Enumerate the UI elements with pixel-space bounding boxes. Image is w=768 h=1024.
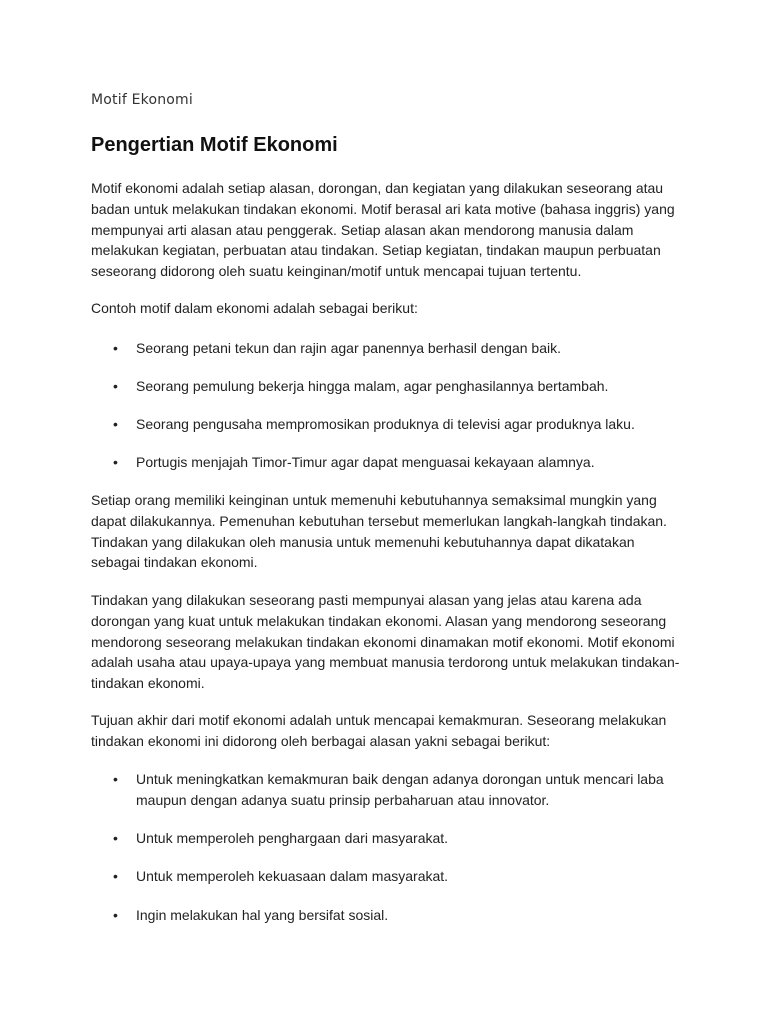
bullet-icon: • (113, 340, 118, 356)
list-item (91, 376, 681, 397)
list-item-text: Ingin melakukan hal yang bersifat sosial. (136, 907, 389, 923)
list-item (91, 828, 681, 849)
bullet-icon: • (113, 378, 118, 394)
bullet-icon: • (113, 771, 118, 787)
paragraph-definition: Motif ekonomi adalah setiap alasan, dorongan, dan kegiatan yang dilakukan seseorang atau badan untuk melakukan tindakan ekonomi. Motif berasal ari kata motive (bahasa inggris) yang mempunyai arti alasan atau penggerak. Setiap alasan akan mendorong manusia dalam melakukan kegiatan, perbuatan atau tindakan. Setiap kegiatan, tindakan maupun perbuatan seseorang didorong oleh suatu keinginan/motif untuk mencapai tujuan tertentu. (91, 180, 675, 280)
list-item (91, 905, 681, 926)
bullet-icon: • (113, 416, 118, 432)
list-item (91, 452, 681, 473)
list-item (91, 769, 681, 811)
document-label: Motif Ekonomi (91, 92, 193, 108)
list-item-text: Seorang pengusaha mempromosikan produknya di televisi agar produknya laku. (136, 416, 635, 432)
bullet-icon: • (113, 907, 118, 923)
section-heading: Pengertian Motif Ekonomi (91, 134, 338, 156)
list-item-text: Seorang pemulung bekerja hingga malam, agar penghasilannya bertambah. (136, 378, 609, 394)
list-item (91, 414, 681, 435)
list-item-text: Seorang petani tekun dan rajin agar panennya berhasil dengan baik. (136, 340, 561, 356)
bullet-icon: • (113, 454, 118, 470)
list-item-text: Untuk memperoleh kekuasaan dalam masyarakat. (136, 868, 449, 884)
bullet-icon: • (113, 868, 118, 884)
paragraph-examples-intro: Contoh motif dalam ekonomi adalah sebagai berikut: (91, 300, 418, 316)
paragraph-action-reason: Tindakan yang dilakukan seseorang pasti mempunyai alasan yang jelas atau karena ada dorongan yang kuat untuk melakukan tindakan ekonomi. Alasan yang mendorong seseorang mendorong seseorang melakukan tindakan ekonomi dinamakan motif ekonomi. Motif ekonomi adalah usaha atau upaya-upaya yang membuat manusia terdorong untuk melakukan tindakan-tindakan ekonomi. (91, 592, 680, 692)
list-item (91, 866, 681, 887)
list-item-text: Portugis menjajah Timor-Timur agar dapat menguasai kekayaan alamnya. (136, 454, 595, 470)
list-item-text: Untuk memperoleh penghargaan dari masyarakat. (136, 830, 449, 846)
list-item-text: Untuk meningkatkan kemakmuran baik dengan adanya dorongan untuk mencari laba maupun dengan adanya suatu prinsip perbaharuan atau innovator. (136, 771, 664, 808)
bullet-icon: • (113, 830, 118, 846)
paragraph-needs: Setiap orang memiliki keinginan untuk memenuhi kebutuhannya semaksimal mungkin yang dapat dilakukannya. Pemenuhan kebutuhan tersebut memerlukan langkah-langkah tindakan. Tindakan yang dilakukan oleh manusia untuk memenuhi kebutuhannya dapat dikatakan sebagai tindakan ekonomi. (91, 492, 667, 571)
list-item (91, 338, 681, 359)
paragraph-goal: Tujuan akhir dari motif ekonomi adalah untuk mencapai kemakmuran. Seseorang melakukan tindakan ekonomi ini didorong oleh berbagai alasan yakni sebagai berikut: (91, 712, 667, 749)
